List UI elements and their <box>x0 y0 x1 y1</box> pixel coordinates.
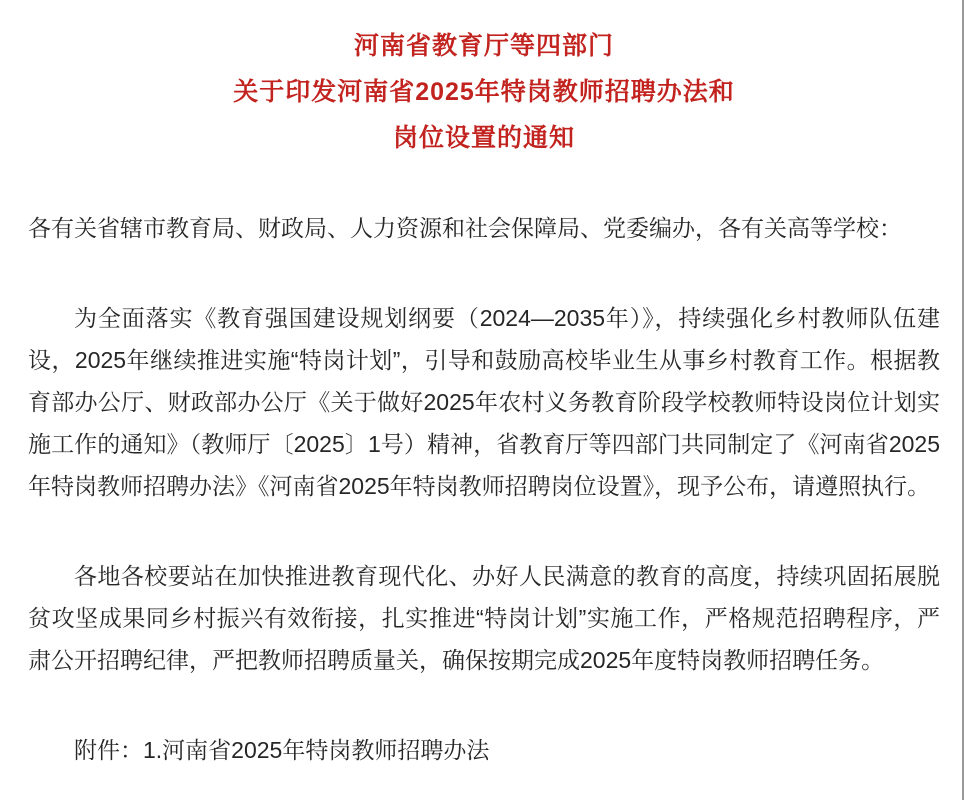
title-line-3: 岗位设置的通知 <box>392 124 575 152</box>
salutation-line: 各有关省辖市教育局、财政局、人力资源和社会保障局、党委编办，各有关高等学校： <box>28 215 902 241</box>
document-body <box>28 207 940 771</box>
attachment-line: 附件：1.河南省2025年特岗教师招聘办法 <box>74 737 490 763</box>
document-title <box>28 23 940 161</box>
body-paragraph-1: 为全面落实《教育强国建设规划纲要（2024—2035年）》，持续强化乡村教师队伍建设，2025年继续推进实施“特岗计划”，引导和鼓励高校毕业生从事乡村教育工作。根据教育部办公厅、财政部办公厅《关于做好2025年农村义务教育阶段学校教师特设岗位计划实施工作的通知》（教师厅〔2025〕1号）精神，省教育厅等四部门共同制定了《河南省2025年特岗教师招聘办法》《河南省2025年特岗教师招聘岗位设置》，现予公布，请遵照执行。 <box>28 305 940 499</box>
title-line-1: 河南省教育厅等四部门 <box>353 32 614 60</box>
title-line-2: 关于印发河南省2025年特岗教师招聘办法和 <box>233 78 735 106</box>
page-edge-divider <box>962 0 964 800</box>
body-paragraph-2: 各地各校要站在加快推进教育现代化、办好人民满意的教育的高度，持续巩固拓展脱贫攻坚成果同乡村振兴有效衔接，扎实推进“特岗计划”实施工作，严格规范招聘程序，严肃公开招聘纪律，严把教师招聘质量关，确保按期完成2025年度特岗教师招聘任务。 <box>28 563 940 673</box>
